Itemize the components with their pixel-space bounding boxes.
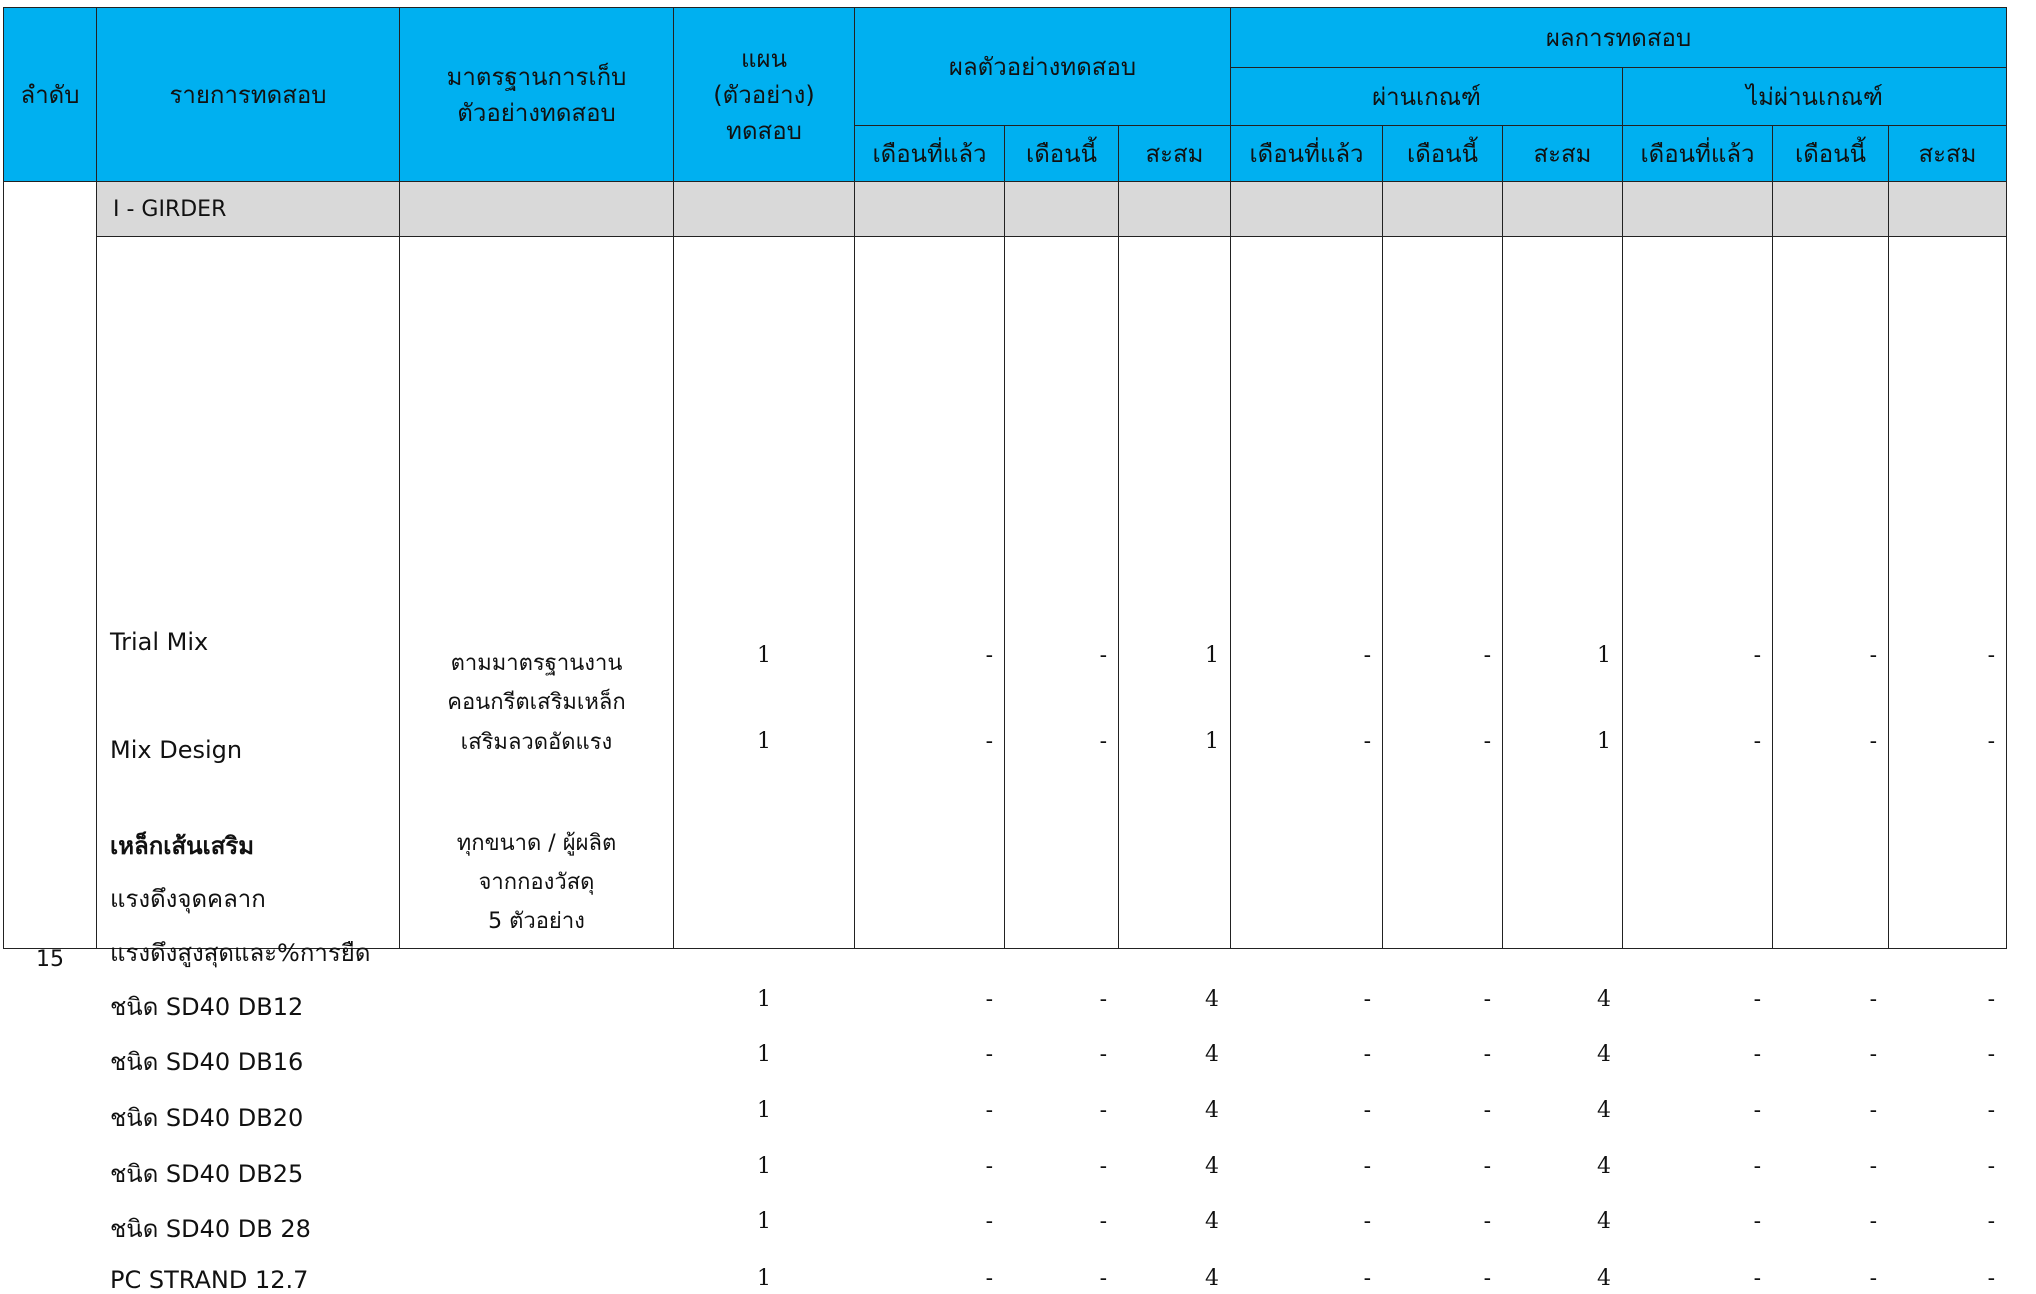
- sample-cumulative-column: [1119, 237, 1231, 1291]
- fail-value: -: [1869, 986, 1877, 1012]
- fail-value: -: [1869, 728, 1877, 754]
- pass-value: -: [1483, 986, 1491, 1012]
- sample-last-month-column: [855, 237, 1005, 1291]
- test-item-label: แรงดึงสูงสุดและ%การยืด: [110, 938, 371, 967]
- header-sampling-standard-line2: ตัวอย่างทดสอบ: [457, 98, 616, 127]
- header-plan-line2: (ตัวอย่าง): [713, 80, 815, 109]
- header-fail-cumulative: สะสม: [1889, 126, 2007, 182]
- standard-column: [400, 237, 674, 949]
- sample-value: -: [1099, 1208, 1107, 1234]
- sample-value: -: [985, 728, 993, 754]
- section-cell: [1231, 182, 1383, 237]
- fail-value: -: [1869, 1153, 1877, 1179]
- pass-value: -: [1483, 1041, 1491, 1067]
- standard-steel-line3: 5 ตัวอย่าง: [488, 908, 585, 934]
- section-cell: [1005, 182, 1119, 237]
- fail-value: -: [1869, 1265, 1877, 1291]
- sample-value: 4: [1205, 1041, 1219, 1067]
- pass-value: -: [1483, 642, 1491, 668]
- sample-value: 4: [1205, 1097, 1219, 1123]
- fail-value: -: [1869, 642, 1877, 668]
- pass-value: 1: [1597, 642, 1611, 668]
- sample-value: 1: [1205, 642, 1219, 668]
- test-item-label: ชนิด SD40 DB16: [110, 1047, 304, 1076]
- fail-value: -: [1987, 1097, 1995, 1123]
- section-cell: [1889, 182, 2007, 237]
- pass-value: 1: [1597, 728, 1611, 754]
- pass-value: 4: [1597, 1153, 1611, 1179]
- pass-value: 4: [1597, 1097, 1611, 1123]
- pass-value: -: [1483, 1265, 1491, 1291]
- header-order: ลำดับ: [4, 8, 97, 182]
- test-item-label: ชนิด SD40 DB 28: [110, 1214, 311, 1243]
- header-sample-results: ผลตัวอย่างทดสอบ: [855, 8, 1231, 126]
- fail-value: -: [1869, 1097, 1877, 1123]
- pass-value: -: [1363, 1208, 1371, 1234]
- sample-value: -: [985, 1208, 993, 1234]
- fail-value: -: [1753, 728, 1761, 754]
- header-test-results: ผลการทดสอบ: [1231, 8, 2007, 68]
- section-cell: [400, 182, 674, 237]
- header-sampling-standard: [400, 8, 674, 182]
- header-fail-last-month: เดือนที่แล้ว: [1623, 126, 1773, 182]
- plan-value: 1: [757, 642, 771, 668]
- fail-value: -: [1987, 1265, 1995, 1291]
- section-cell: [855, 182, 1005, 237]
- pass-last-month-column: [1231, 237, 1383, 1291]
- header-sampling-standard-line1: มาตรฐานการเก็บ: [446, 62, 627, 91]
- fail-this-month-column: [1773, 237, 1889, 1291]
- sample-value: 4: [1205, 1153, 1219, 1179]
- fail-cumulative-column: [1889, 237, 2007, 1291]
- section-title: I - GIRDER: [97, 182, 400, 237]
- section-cell: [1383, 182, 1503, 237]
- pass-value: 4: [1597, 1208, 1611, 1234]
- sample-value: 4: [1205, 986, 1219, 1012]
- standard-concrete-line3: เสริมลวดอัดแรง: [460, 729, 613, 755]
- pass-value: -: [1363, 1041, 1371, 1067]
- fail-last-month-column: [1623, 237, 1773, 1291]
- header-sample-cumulative: สะสม: [1119, 126, 1231, 182]
- pass-this-month-column: [1383, 237, 1503, 1291]
- test-item-label: เหล็กเส้นเสริม: [110, 831, 255, 860]
- standard-concrete-line2: คอนกรีตเสริมเหล็ก: [447, 689, 626, 715]
- fail-value: -: [1753, 1208, 1761, 1234]
- fail-value: -: [1987, 986, 1995, 1012]
- sample-value: 1: [1205, 728, 1219, 754]
- standard-steel-line2: จากกองวัสดุ: [478, 869, 595, 895]
- pass-value: -: [1363, 642, 1371, 668]
- items-column: [97, 237, 400, 1294]
- section-cell: [674, 182, 855, 237]
- plan-value: 1: [757, 1097, 771, 1123]
- pass-value: -: [1483, 1153, 1491, 1179]
- test-item-label: PC STRAND 12.7: [110, 1265, 309, 1294]
- plan-value: 1: [757, 728, 771, 754]
- pass-value: 4: [1597, 986, 1611, 1012]
- pass-value: -: [1363, 1153, 1371, 1179]
- fail-value: -: [1753, 1153, 1761, 1179]
- header-passed: ผ่านเกณฑ์: [1231, 68, 1623, 126]
- header-sample-last-month: เดือนที่แล้ว: [855, 126, 1005, 182]
- section-cell: [1503, 182, 1623, 237]
- sample-this-month-column: [1005, 237, 1119, 1291]
- header-failed: ไม่ผ่านเกณฑ์: [1623, 68, 2007, 126]
- fail-value: -: [1987, 1153, 1995, 1179]
- standard-steel-line1: ทุกขนาด / ผู้ผลิต: [456, 830, 617, 856]
- test-results-table: [3, 7, 2007, 1294]
- fail-value: -: [1987, 728, 1995, 754]
- header-plan-line3: ทดสอบ: [726, 116, 802, 145]
- fail-value: -: [1987, 1041, 1995, 1067]
- header-sample-this-month: เดือนนี้: [1005, 126, 1119, 182]
- test-item-label: Mix Design: [110, 735, 243, 764]
- sample-value: -: [985, 642, 993, 668]
- fail-value: -: [1753, 1097, 1761, 1123]
- sample-value: -: [1099, 1041, 1107, 1067]
- fail-value: -: [1987, 642, 1995, 668]
- header-pass-this-month: เดือนนี้: [1383, 126, 1503, 182]
- plan-value: 1: [757, 1153, 771, 1179]
- sample-value: -: [1099, 642, 1107, 668]
- header-test-item: รายการทดสอบ: [97, 8, 400, 182]
- pass-value: -: [1483, 1208, 1491, 1234]
- section-cell: [1773, 182, 1889, 237]
- fail-value: -: [1753, 1265, 1761, 1291]
- pass-value: -: [1363, 1265, 1371, 1291]
- sample-value: -: [1099, 728, 1107, 754]
- sample-value: -: [985, 1265, 993, 1291]
- header-plan-line1: แผน: [741, 44, 787, 73]
- fail-value: -: [1869, 1041, 1877, 1067]
- pass-value: -: [1483, 728, 1491, 754]
- fail-value: -: [1869, 1208, 1877, 1234]
- order-cell: [4, 182, 97, 972]
- sample-value: 4: [1205, 1265, 1219, 1291]
- fail-value: -: [1753, 642, 1761, 668]
- sample-value: -: [1099, 1265, 1107, 1291]
- order-number: 15: [36, 947, 64, 972]
- pass-value: 4: [1597, 1265, 1611, 1291]
- plan-column: [674, 237, 855, 1291]
- section-cell: [1119, 182, 1231, 237]
- fail-value: -: [1753, 986, 1761, 1012]
- sample-value: -: [985, 1097, 993, 1123]
- pass-value: 4: [1597, 1041, 1611, 1067]
- plan-value: 1: [757, 1041, 771, 1067]
- fail-value: -: [1987, 1208, 1995, 1234]
- test-item-label: ชนิด SD40 DB25: [110, 1159, 304, 1188]
- fail-value: -: [1753, 1041, 1761, 1067]
- sample-value: -: [985, 986, 993, 1012]
- test-item-label: แรงดึงจุดคลาก: [110, 884, 266, 913]
- plan-value: 1: [757, 1265, 771, 1291]
- pass-value: -: [1483, 1097, 1491, 1123]
- test-item-label: ชนิด SD40 DB20: [110, 1103, 304, 1132]
- standard-concrete-line1: ตามมาตรฐานงาน: [450, 650, 623, 676]
- test-item-label: ชนิด SD40 DB12: [110, 992, 304, 1021]
- plan-value: 1: [757, 1208, 771, 1234]
- sample-value: -: [1099, 1097, 1107, 1123]
- sample-value: -: [985, 1041, 993, 1067]
- header-fail-this-month: เดือนนี้: [1773, 126, 1889, 182]
- pass-cumulative-column: [1503, 237, 1623, 1291]
- pass-value: -: [1363, 1097, 1371, 1123]
- header-pass-cumulative: สะสม: [1503, 126, 1623, 182]
- sample-value: -: [1099, 986, 1107, 1012]
- pass-value: -: [1363, 986, 1371, 1012]
- header-pass-last-month: เดือนที่แล้ว: [1231, 126, 1383, 182]
- sample-value: 4: [1205, 1208, 1219, 1234]
- section-cell: [1623, 182, 1773, 237]
- test-item-label: Trial Mix: [110, 627, 209, 656]
- sample-value: -: [1099, 1153, 1107, 1179]
- pass-value: -: [1363, 728, 1371, 754]
- sample-value: -: [985, 1153, 993, 1179]
- plan-value: 1: [757, 986, 771, 1012]
- header-plan: [674, 8, 855, 182]
